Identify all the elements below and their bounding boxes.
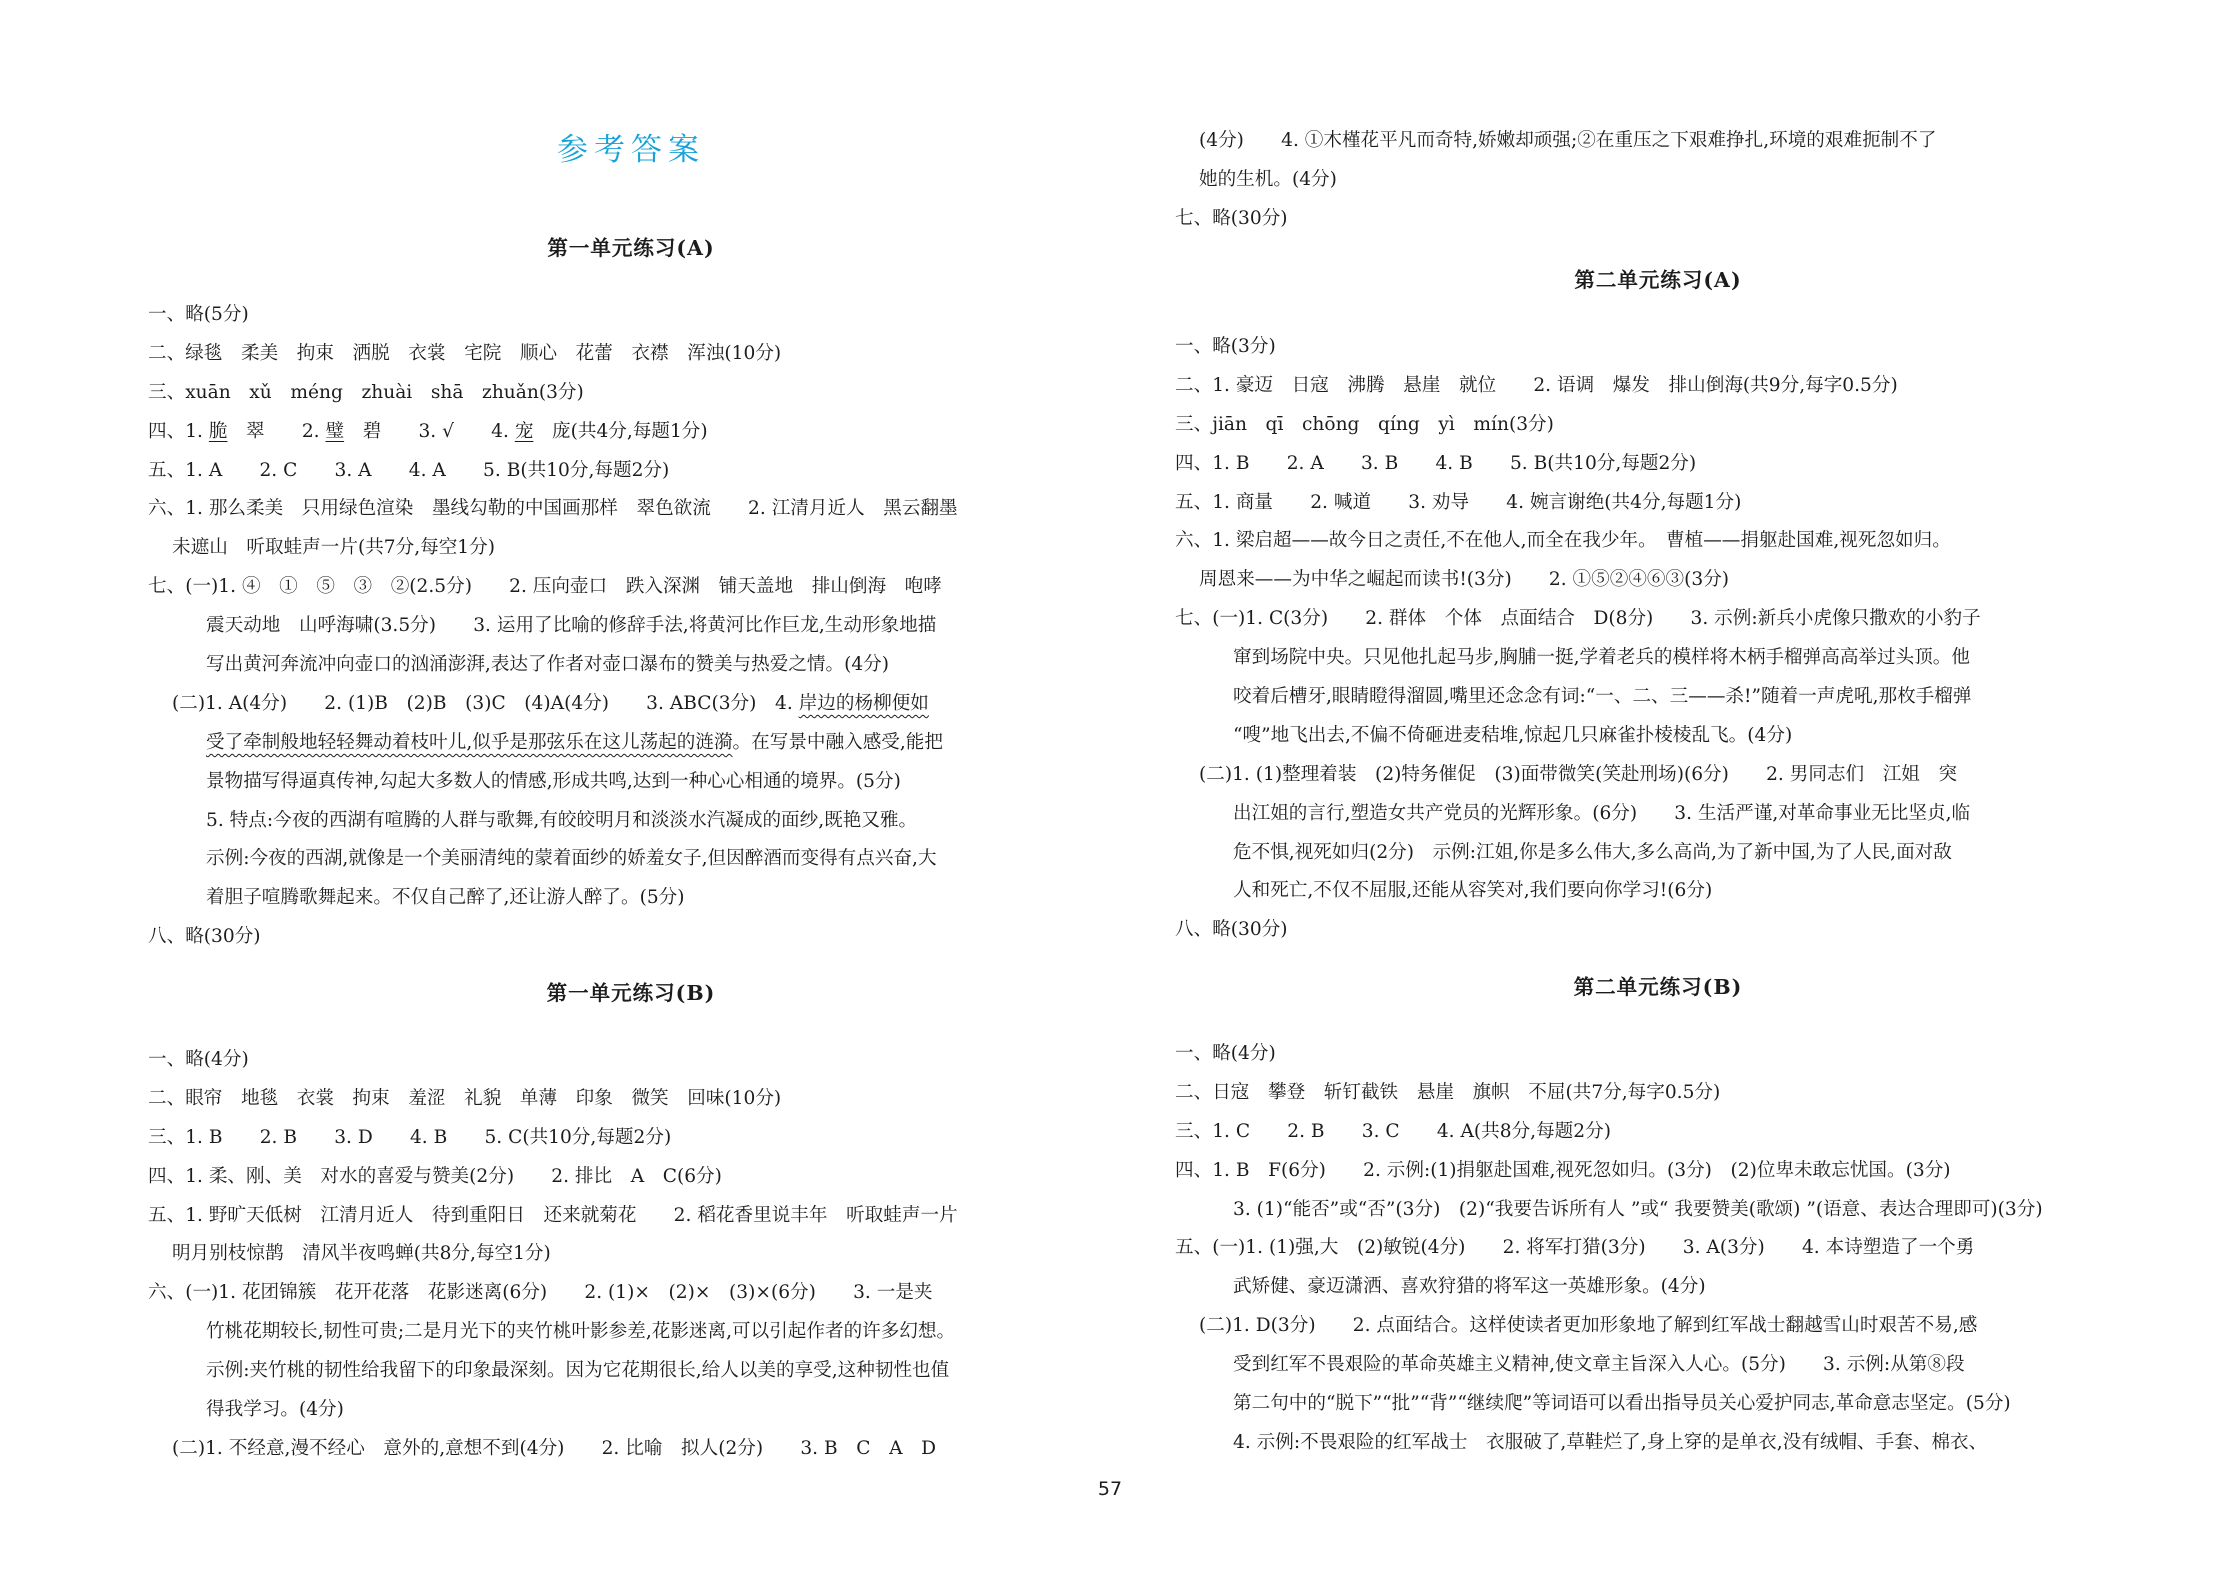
answer-line: 六、(一)1. 花团锦簇 花开花落 花影迷离(6分) 2. (1)× (2)× (3)×(6分) 3. 一是夹 [148,1282,933,1304]
page-title: 参考答案 [557,132,705,168]
answer-line: 六、1. 梁启超——故今日之责任,不在他人,而全在我少年。 曹植——捐躯赴国难,视死忽如归。 [1175,530,1951,552]
answer-line: (二)1. 不经意,漫不经心 意外的,意想不到(4分) 2. 比喻 拟人(2分) 3. B C A D [172,1437,936,1459]
answer-line: 得我学习。(4分) [206,1399,344,1421]
answer-line: 人和死亡,不仅不屈服,还能从容笑对,我们要向你学习!(6分) [1233,880,1713,902]
answer-line: 明月别枝惊鹊 清风半夜鸣蝉(共8分,每空1分) [172,1243,551,1265]
answer-line: 六、1. 那么柔美 只用绿色渲染 墨线勾勒的中国画那样 翠色欲流 2. 江清月近人 黑云翻墨 [148,498,958,520]
answer-line: 竹桃花期较长,韧性可贵;二是月光下的夹竹桃叶影参差,花影迷离,可以引起作者的许多幻想。 [206,1321,956,1343]
answer-line: 3. (1)“能否”或“否”(3分) (2)“我要告诉所有人 ”或“ 我要赞美(歌颂) ”(语意、表达合理即可)(3分) [1233,1198,2043,1220]
answer-line: 二、1. 豪迈 日寇 沸腾 悬崖 就位 2. 语调 爆发 排山倒海(共9分,每字0.5分) [1175,374,1898,396]
answer-line: 八、略(30分) [1175,919,1288,941]
unit1b-continued [1175,122,2141,239]
answer-line: 三、xuān xǔ méng zhuài shā zhuǎn(3分) [148,381,584,403]
answer-line: 周恩来——为中华之崛起而读书!(3分) 2. ①⑤②④⑥③(3分) [1199,569,1730,591]
answer-line: 受到红军不畏艰险的革命英雄主义精神,使文章主旨深入人心。(5分) 3. 示例:从第⑧段 [1233,1354,1965,1376]
answer-line: 一、略(3分) [1175,336,1276,357]
answer-line: 写出黄河奔流冲向壶口的汹涌澎湃,表达了作者对壶口瀑布的赞美与热爱之情。(4分) [206,654,890,676]
answer-line: 二、眼帘 地毯 衣裳 拘束 羞涩 礼貌 单薄 印象 微笑 回味(10分) [148,1087,782,1109]
unit1b-section [148,973,1114,1469]
answer-line: 五、1. A 2. C 3. A 4. A 5. B(共10分,每题2分) [148,459,670,481]
answer-line: 七、(一)1. ④ ① ⑤ ③ ②(2.5分) 2. 压向壶口 跌入深渊 铺天盖地 排山倒海 咆哮 [148,576,942,598]
answer-line: 四、1. B 2. A 3. B 4. B 5. B(共10分,每题2分) [1175,452,1697,474]
answer-line: 三、1. B 2. B 3. D 4. B 5. C(共10分,每题2分) [148,1126,672,1148]
answer-line: 武矫健、豪迈潇洒、喜欢狩猎的将军这一英雄形象。(4分) [1233,1276,1706,1298]
answer-line: 五、1. 商量 2. 喊道 3. 劝导 4. 婉言谢绝(共4分,每题1分) [1175,491,1742,513]
answer-line: 七、略(30分) [1175,207,1288,229]
section-title: 第一单元练习(A) [547,236,715,260]
answer-line: 示例:今夜的西湖,就像是一个美丽清纯的蒙着面纱的娇羞女子,但因醉酒而变得有点兴奋,大 [206,848,937,870]
answer-line: (二)1. (1)整理着装 (2)特务催促 (3)面带微笑(笑赴刑场)(6分) 2. 男同志们 江姐 突 [1199,763,1958,785]
answer-line: (二)1. A(4分) 2. (1)B (2)B (3)C (4)A(4分) 3. ABC(3分) 4. 岸边的杨柳便如 [172,692,929,714]
answer-line: 一、略(4分) [1175,1043,1276,1064]
answer-line: 七、(一)1. C(3分) 2. 群体 个体 点面结合 D(8分) 3. 示例:新兵小虎像只撒欢的小豹子 [1175,608,1981,630]
answer-line: 二、日寇 攀登 斩钉截铁 悬崖 旗帜 不屈(共7分,每字0.5分) [1175,1081,1721,1103]
answer-line: 她的生机。(4分) [1199,168,1337,190]
answer-line: 受了牵制般地轻轻舞动着枝叶儿,似乎是那弦乐在这儿荡起的涟漪。在写景中融入感受,能把 [206,731,943,753]
answer-line: 窜到场院中央。只见他扎起马步,胸脯一挺,学着老兵的模样将木柄手榴弹高高举过头顶。他 [1233,647,1970,669]
page-number: 57 [1097,1478,1123,1500]
unit2b-section [1175,967,2141,1463]
answer-line: 四、1. 柔、刚、美 对水的喜爱与赞美(2分) 2. 排比 A C(6分) [148,1165,722,1187]
answer-line: 5. 特点:今夜的西湖有喧腾的人群与歌舞,有皎皎明月和淡淡水汽凝成的面纱,既艳又雅。 [206,809,918,831]
wavy-underline-text: 受了牵制般地轻轻舞动着枝叶儿,似乎是那弦乐在这儿荡起的涟漪 [206,731,733,753]
answer-line: 五、(一)1. (1)强,大 (2)敏锐(4分) 2. 将军打猎(3分) 3. A(3分) 4. 本诗塑造了一个勇 [1175,1237,1975,1259]
answer-line: “嗖”地飞出去,不偏不倚砸进麦秸堆,惊起几只麻雀扑棱棱乱飞。(4分) [1233,724,1793,746]
answer-line: 四、1. B F(6分) 2. 示例:(1)捐躯赴国难,视死忽如归。(3分) (2)位卑未敢忘忧国。(3分) [1175,1159,1951,1181]
answer-line: 危不惧,视死如归(2分) 示例:江姐,你是多么伟大,多么高尚,为了新中国,为了人民,面对敌 [1233,841,1952,863]
answer-line: 咬着后槽牙,眼睛瞪得溜圆,嘴里还念念有词:“一、二、三——杀!”随着一声虎吼,那枚手榴弹 [1233,686,1972,708]
answer-line: 三、jiān qī chōng qíng yì mín(3分) [1175,413,1554,435]
section-title: 第一单元练习(B) [546,981,716,1005]
answer-line: (4分) 4. ①木槿花平凡而奇特,娇嫩却顽强;②在重压之下艰难挣扎,环境的艰难扼制不了 [1199,130,1937,151]
answer-line: 未遮山 听取蛙声一片(共7分,每空1分) [172,537,495,559]
answer-line: 一、略(5分) [148,304,249,325]
section-title: 第二单元练习(A) [1574,268,1742,292]
wavy-underline-text: 岸边的杨柳便如 [798,692,929,714]
answer-line: 三、1. C 2. B 3. C 4. A(共8分,每题2分) [1175,1120,1611,1142]
answer-line: 一、略(4分) [148,1049,249,1070]
unit1a-section [148,228,1114,957]
answer-line: 五、1. 野旷天低树 江清月近人 待到重阳日 还来就菊花 2. 稻花香里说丰年 听取蛙声一片 [148,1204,958,1226]
answer-line: 出江姐的言行,塑造女共产党员的光辉形象。(6分) 3. 生活严谨,对革命事业无比坚贞,临 [1233,802,1971,824]
answer-line: 二、绿毯 柔美 拘束 洒脱 衣裳 宅院 顺心 花蕾 衣襟 浑浊(10分) [148,342,782,364]
answer-line: 4. 示例:不畏艰险的红军战士 衣服破了,草鞋烂了,身上穿的是单衣,没有绒帽、手套、棉衣、 [1233,1431,1988,1453]
answer-line: 着胆子喧腾歌舞起来。不仅自己醉了,还让游人醉了。(5分) [206,887,685,909]
answer-line: 四、1. 脆 翠 2. 璧 碧 3. √ 4. 宠 庞(共4分,每题1分) [148,420,708,442]
answer-line: 第二句中的“脱下”“批”“背”“继续爬”等词语可以看出指导员关心爱护同志,革命意志坚定。(5分) [1233,1393,2011,1415]
answer-line: (二)1. D(3分) 2. 点面结合。这样使读者更加形象地了解到红军战士翻越雪山时艰苦不易,感 [1199,1315,1978,1337]
answer-line: 震天动地 山呼海啸(3.5分) 3. 运用了比喻的修辞手法,将黄河比作巨龙,生动形象地描 [206,615,937,637]
answer-line: 示例:夹竹桃的韧性给我留下的印象最深刻。因为它花期很长,给人以美的享受,这种韧性也值 [206,1360,950,1382]
answer-line: 八、略(30分) [148,926,261,948]
unit2a-section [1175,260,2141,950]
answer-line: 景物描写得逼真传神,勾起大多数人的情感,形成共鸣,达到一种心心相通的境界。(5分) [206,770,901,792]
section-title: 第二单元练习(B) [1573,975,1743,999]
